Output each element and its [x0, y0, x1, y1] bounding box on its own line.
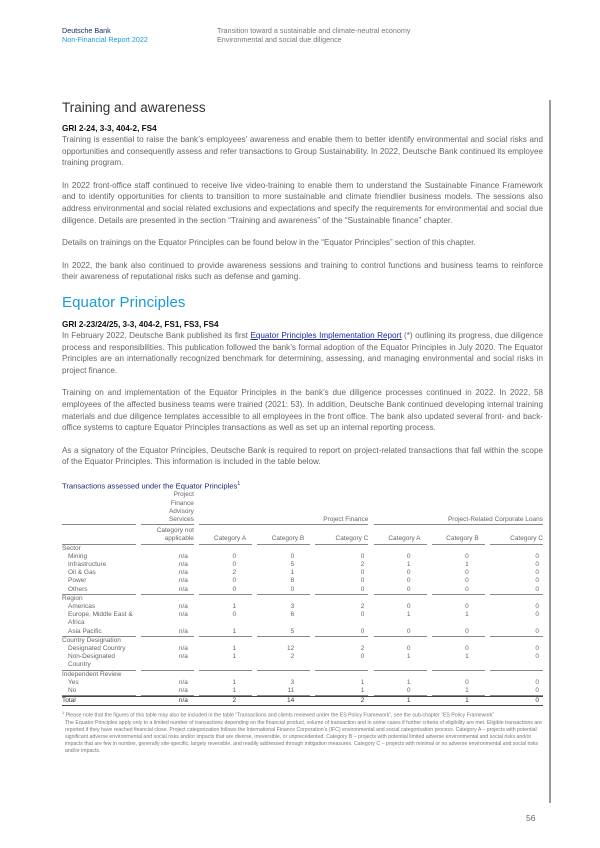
table-cell: n/a: [141, 628, 194, 637]
table-cell: 0: [232, 561, 237, 569]
table-cell: 8: [290, 577, 295, 585]
training-p2: In 2022 front-office staff continued to receive live video-training to enable them to understand the Sustainable Finance Framework and to identify opportunities for clients to transition to more sustainable and climate friendlier business models. The sessions also address environmental and social related exclusions and expectations and specify the requirements for environmental and social due diligence. Details are presented in the section “Training and awareness” of the “Sustainable finance” chapter.: [62, 180, 543, 225]
section-label: Region: [62, 594, 83, 602]
table-cell: 0: [199, 586, 252, 595]
header-breadcrumb: [217, 26, 411, 44]
table-cell: 0: [232, 577, 237, 585]
header-corporate-loans: Project-Related Corporate Loans: [374, 491, 543, 525]
column-header-row: [62, 525, 543, 544]
table-row: [62, 611, 543, 627]
table-cell: 0: [360, 611, 365, 619]
table-cell: 0: [465, 678, 469, 686]
table-cell: n/a: [178, 611, 188, 619]
row-label: Yes: [68, 678, 79, 686]
header-pf-cat-b: Category B: [257, 525, 310, 544]
table-cell: 0: [490, 628, 543, 637]
table-cell: 2: [360, 645, 365, 653]
equator-p1: [62, 330, 543, 376]
total-cell: 14: [257, 696, 310, 706]
table-cell: 5: [290, 561, 295, 569]
training-gri: GRI 2-24, 3-3, 404-2, FS4: [62, 124, 157, 133]
table-cell: 1: [199, 687, 252, 696]
table-cell: 0: [535, 645, 539, 653]
header-category-na: Category not applicable: [141, 525, 194, 544]
header-project-finance: Project Finance: [199, 491, 368, 525]
table-cell: n/a: [178, 577, 188, 585]
table-row: [62, 653, 543, 670]
training-p3: Details on trainings on the Equator Principles can be found below in the “Equator Principles” section of this chapter.: [62, 238, 476, 248]
table-cell: 1: [465, 611, 469, 619]
page-content: [62, 100, 543, 755]
training-p1: Training is essential to raise the bank’s employees’ awareness and enable them to better identify environmental and social risks and opportunities and consequently assess and refer transactions to Group Sustainability. In 2022, Deutsche Bank continued its employee training program.: [62, 135, 543, 168]
total-row: [62, 696, 543, 706]
section-row: [62, 637, 543, 645]
table-row: [62, 577, 543, 585]
table-cell: 2: [232, 569, 237, 577]
table-cell: 0: [232, 611, 237, 619]
table-cell: n/a: [178, 552, 188, 560]
table-cell: 1: [406, 611, 411, 619]
table-row: [62, 603, 543, 611]
page-number: 56: [526, 813, 536, 823]
table-cell: n/a: [178, 561, 188, 569]
header-cl-cat-a: Category A: [374, 525, 427, 544]
table-cell: 1: [465, 561, 469, 569]
table-cell: 2: [360, 561, 365, 569]
training-title: Training and awareness: [62, 100, 206, 115]
row-label: Power: [68, 577, 87, 585]
implementation-report-link[interactable]: Equator Principles Implementation Report: [250, 330, 402, 340]
table-cell: 0: [360, 569, 365, 577]
section-row: [62, 595, 543, 603]
row-label: Non-Designated Country: [62, 653, 136, 670]
table-cell: 0: [406, 645, 411, 653]
header-cl-cat-b: Category B: [432, 525, 485, 544]
table-cell: 1: [199, 628, 252, 637]
table-cell: 0: [374, 687, 427, 696]
table-cell: 0: [465, 577, 469, 585]
table-cell: 1: [374, 653, 427, 670]
table-cell: 0: [406, 552, 411, 560]
table-cell: 1: [315, 687, 368, 696]
row-label: Infrastructure: [68, 561, 107, 569]
total-cell: 2: [315, 696, 368, 706]
table-cell: 1: [360, 678, 365, 686]
table-cell: 0: [315, 653, 368, 670]
table-cell: 0: [432, 586, 485, 595]
table-row: [62, 645, 543, 653]
header-cl-cat-c: Category C: [490, 525, 543, 544]
table-row: [62, 569, 543, 577]
equator-gri: GRI 2-23/24/25, 3-3, 404-2, FS1, FS3, FS4: [62, 319, 219, 329]
table-cell: 0: [315, 586, 368, 595]
footnote-1: $^1$ Please note that the figures of this table may also be included in the table “Transactions and clients reviewed under the ES Policy Framework”, see the sub-chapter “ES Policy Framework”: [62, 710, 495, 720]
row-label: Mining: [68, 552, 88, 560]
table-cell: 12: [286, 645, 295, 653]
table-cell: 2: [360, 603, 365, 611]
margin-rule: [549, 100, 551, 803]
table-row: [62, 553, 543, 561]
table-cell: 0: [232, 552, 237, 560]
table-cell: n/a: [178, 569, 188, 577]
table-cell: 0: [374, 628, 427, 637]
table-cell: n/a: [178, 645, 188, 653]
chapter-name: Transition toward a sustainable and climate-neutral economy: [217, 26, 411, 35]
table-cell: 1: [432, 653, 485, 670]
table-title-footnote-ref: 1: [237, 480, 241, 487]
table-row: [62, 628, 543, 637]
table-title: [62, 481, 543, 491]
row-label: Designated Country: [68, 645, 126, 653]
table-cell: 3: [290, 603, 295, 611]
header-brand: [62, 26, 148, 44]
row-label: Others: [62, 586, 136, 595]
table-cell: n/a: [141, 653, 194, 670]
report-name: Non-Financial Report 2022: [62, 35, 148, 44]
total-label: Total: [62, 696, 136, 706]
table-cell: 1: [406, 561, 411, 569]
table-cell: 0: [465, 569, 469, 577]
table-cell: n/a: [178, 603, 188, 611]
section-label: Independent Review: [62, 670, 122, 678]
total-cell: 1: [432, 696, 485, 706]
table-cell: 0: [535, 561, 539, 569]
table-cell: 2: [257, 653, 310, 670]
table-cell: 1: [290, 569, 295, 577]
table-cell: 0: [535, 678, 539, 686]
table-cell: 0: [465, 645, 469, 653]
table-cell: 0: [406, 577, 411, 585]
table-row: [62, 687, 543, 696]
equator-p3: As a signatory of the Equator Principles, Deutsche Bank is required to report on project-related transactions that fall within the scope of the Equator Principles. This information is included in the table below.: [62, 445, 543, 467]
row-label: Americas: [68, 603, 96, 611]
table-cell: 0: [490, 653, 543, 670]
table-cell: 1: [406, 678, 411, 686]
table-cell: n/a: [178, 678, 188, 686]
total-cell: 1: [374, 696, 427, 706]
equator-p1-text-cont: (*) outlining its progress, due diligence process and responsibilities. This publication followed the bank’s formal adoption of the Equator Principles in July 2020. The Equator Principles are an internationally recognized benchmark for determining, assessing, and managing environmental and social risks in project finance.: [62, 330, 543, 375]
table-cell: 0: [535, 603, 539, 611]
table-cell: 0: [406, 603, 411, 611]
row-label: Asia Pacific: [62, 628, 136, 637]
section-row: [62, 671, 543, 679]
table-cell: 0: [465, 552, 469, 560]
footnote-2: The Equator Principles apply only to a limited number of transactions depending on the financial product, volume of transaction and in some cases if further criteria of eligibility are met. Eligible transactions are reported if they have reached financial close. Project categorization follows the International Finance Corporation’s (IFC) environmental and social categorisation process. Category A – projects with potential significant adverse environmental and social risks and/or impacts that are diverse, irreversible, or unprecedented. Category B – projects with potential limited adverse environmental and social risks and/or impacts that are few in number, generally site-specific, largely reversible, and readily addressed through mitigation measures. Category C – projects with minimal or no adverse environmental and social risks and/or impacts.: [65, 720, 542, 754]
table-cell: 0: [535, 552, 539, 560]
row-label: Oil & Gas: [68, 569, 96, 577]
table-cell: 0: [490, 586, 543, 595]
table-footnotes: [62, 710, 543, 754]
table-cell: 6: [290, 611, 295, 619]
equator-title: Equator Principles: [62, 293, 186, 311]
table-row: [62, 561, 543, 569]
table-cell: 0: [374, 586, 427, 595]
table-cell: 1: [232, 603, 237, 611]
equator-transactions-table: [62, 491, 543, 706]
bank-name: Deutsche Bank: [62, 26, 111, 35]
section-label: Country Designation: [62, 636, 121, 644]
row-label: Europe, Middle East & Africa: [68, 611, 133, 627]
table-cell: 11: [257, 687, 310, 696]
total-cell: 2: [199, 696, 252, 706]
table-cell: 0: [257, 586, 310, 595]
table-cell: n/a: [141, 586, 194, 595]
table-body: [62, 545, 543, 707]
training-p4: In 2022, the bank also continued to provide awareness sessions and training to control functions and business teams to reinforce their awareness of reputational risks such as defense and gaming.: [62, 260, 543, 282]
section-name: Environmental and social due diligence: [217, 35, 342, 44]
table-cell: 0: [535, 577, 539, 585]
header-pf-cat-a: Category A: [199, 525, 252, 544]
table-cell: 1: [232, 678, 237, 686]
table-cell: n/a: [141, 687, 194, 696]
table-cell: 0: [406, 569, 411, 577]
equator-p2: Training on and implementation of the Equator Principles in the bank’s due diligence processes continued in 2022. In 2022, 58 employees of the affected business teams were trained (2021: 53). In addition, Deutsche Bank continued developing internal training materials and due diligence templates accessible to all employees in the front office. The bank also updated several front- and back-office systems to capture Equator Principles transactions as well as set up an internal reporting process.: [62, 388, 543, 433]
header-pfas: Project Finance Advisory Services: [141, 491, 194, 525]
table-cell: 0: [360, 577, 365, 585]
table-cell: 0: [290, 552, 295, 560]
table-cell: 0: [465, 603, 469, 611]
section-label: Sector: [62, 544, 81, 552]
table-cell: 0: [490, 687, 543, 696]
table-cell: 3: [290, 678, 295, 686]
table-cell: 5: [257, 628, 310, 637]
table-title-text: Transactions assessed under the Equator Principles: [62, 481, 238, 491]
group-header-row: [62, 491, 543, 525]
table-cell: 0: [360, 552, 365, 560]
table-row: [62, 679, 543, 687]
header-pf-cat-c: Category C: [315, 525, 368, 544]
equator-p1-text: In February 2022, Deutsche Bank published its first: [62, 330, 251, 340]
table-row: [62, 586, 543, 595]
section-row: [62, 545, 543, 553]
table-cell: 0: [535, 569, 539, 577]
total-cell: 0: [490, 696, 543, 706]
table-cell: 0: [432, 628, 485, 637]
table-cell: 0: [315, 628, 368, 637]
total-cell: n/a: [141, 696, 194, 706]
table-cell: 1: [199, 653, 252, 670]
table-cell: 1: [232, 645, 237, 653]
row-label: No: [62, 687, 136, 696]
table-cell: 1: [432, 687, 485, 696]
table-cell: 0: [535, 611, 539, 619]
